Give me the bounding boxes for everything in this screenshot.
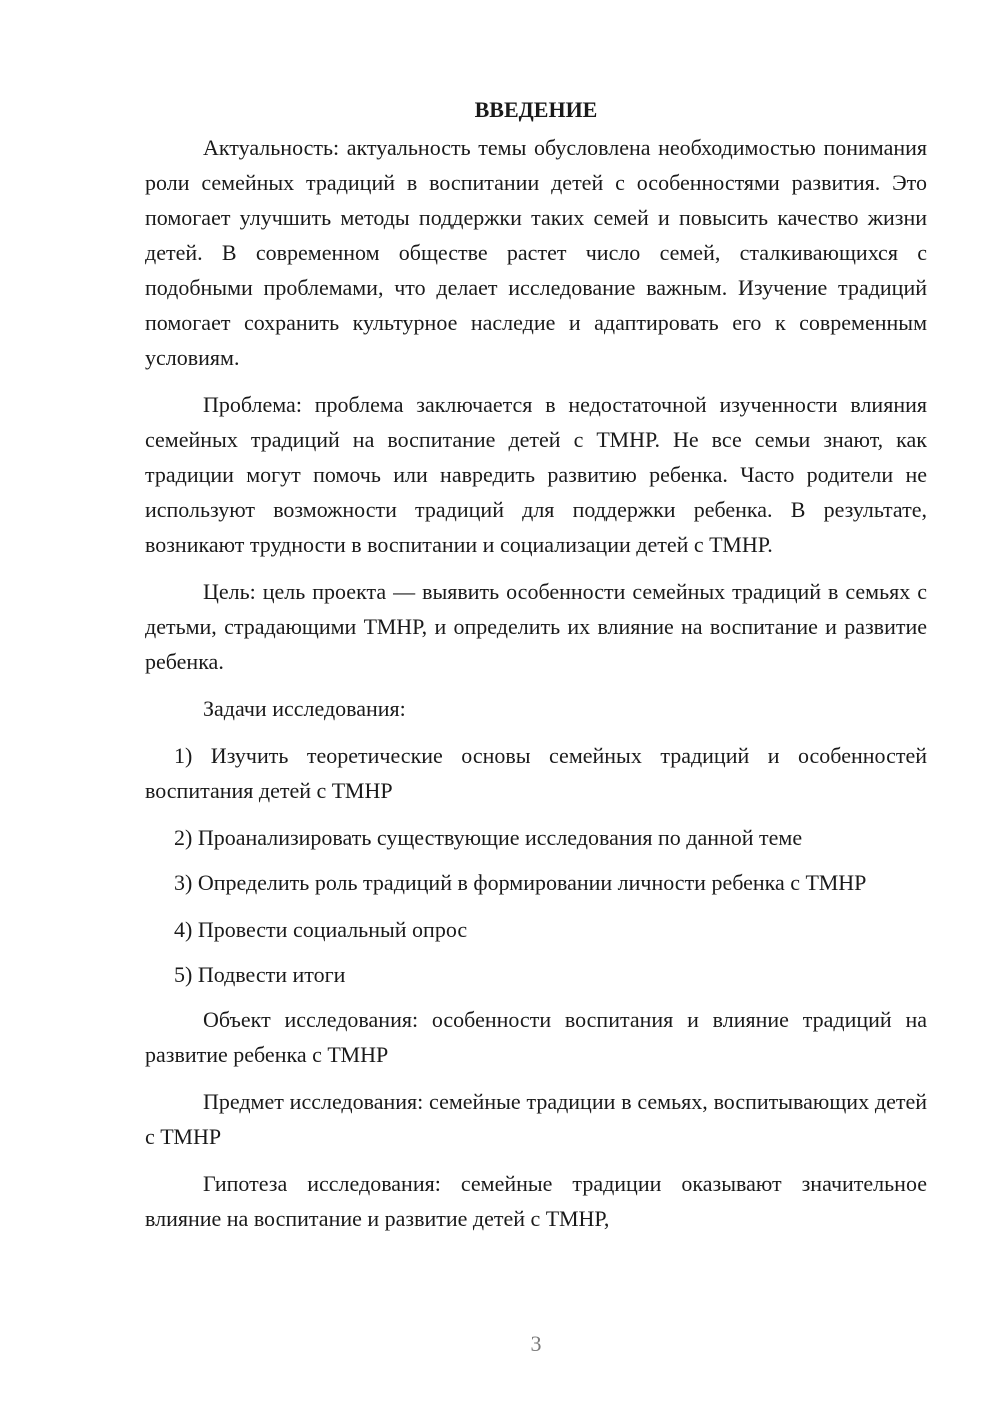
paragraph-goal: Цель: цель проекта — выявить особенности семейных традиций в семьях с детьми, страдающими ТМНР, и определить их влияние на воспитание и развитие ребенка. (145, 579, 927, 674)
paragraph-relevance: Актуальность: актуальность темы обусловлена необходимостью понимания роли семейных традиций в воспитании детей с особенностями развития. Это помогает улучшить методы поддержки таких семей и повысить качество жизни детей. В современном обществе растет число семей, сталкивающихся с подобными проблемами, что делает исследование важным. Изучение традиций помогает сохранить культурное наследие и адаптировать его к современным условиям. (145, 135, 927, 370)
paragraph-object: Объект исследования: особенности воспитания и влияние традиций на развитие ребенка с ТМНР (145, 1007, 927, 1067)
page-title: ВВЕДЕНИЕ (474, 97, 598, 122)
page-content (145, 92, 927, 1248)
task-item-5: 5) Подвести итоги (174, 962, 346, 987)
task-item-1: 1) Изучить теоретические основы семейных традиций и особенностей воспитания детей с ТМНР (145, 743, 927, 803)
paragraph-problem: Проблема: проблема заключается в недостаточной изученности влияния семейных традиций на воспитание детей с ТМНР. Не все семьи знают, как традиции могут помочь или навредить развитию ребенка. Часто родители не используют возможности традиций для поддержки ребенка. В результате, возникают трудности в воспитании и социализации детей с ТМНР. (145, 392, 927, 557)
paragraph-subject: Предмет исследования: семейные традиции в семьях, воспитывающих детей с ТМНР (145, 1089, 927, 1149)
page-number: 3 (530, 1331, 542, 1356)
task-item-4: 4) Провести социальный опрос (174, 917, 468, 942)
task-item-3: 3) Определить роль традиций в формировании личности ребенка с ТМНР (174, 870, 867, 895)
paragraph-hypothesis: Гипотеза исследования: семейные традиции оказывают значительное влияние на воспитание и развитие детей с ТМНР, (145, 1171, 927, 1231)
tasks-heading: Задачи исследования: (203, 696, 406, 721)
task-item-2: 2) Проанализировать существующие исследования по данной теме (174, 825, 803, 850)
